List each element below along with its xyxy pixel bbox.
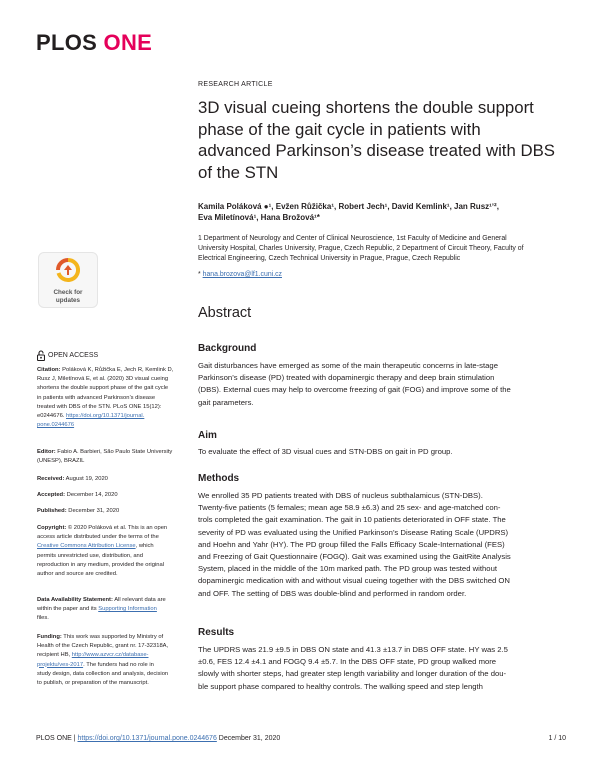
methods-text: We enrolled 35 PD patients treated with DBS of nucleus subthalamicus (STN-DBS). Twenty-five patients (5 females; mean age 58.9 ±6.3) and 25 sex- and age-matched con- trols completed the gait examination. The gait in 10 patients deteriorated in OFF state. The severity of PD was evaluated using the Unified Parkinson’s Disease Rating Scale (UPDRS) and Hoehn and Yahr (HY). The PD group filled the Falls Efficacy Scale-International (FES) and Freezing of Gait Questionnaire (FOGQ). Gait was examined using the GaitRite Analysis System, placed in the middle of the 10m marked path. The PD group was tested without dopaminergic medication with and without visual cueing together with the DBS switched ON and OFF. The setting of DBS was double-blind and performed in random order. bbox=[198, 491, 511, 598]
copyright-block: Copyright: © 2020 Poláková et al. This is an open access article distributed under the terms of the Creative Commons Attribution License, which permits unrestricted use, distribution, and reproduction in any medium, provided the original author and source are credited. bbox=[37, 525, 168, 578]
aim-text: To evaluate the effect of 3D visual cues and STN-DBS on gait in PD group. bbox=[198, 447, 453, 456]
results-heading: Results bbox=[198, 627, 235, 638]
citation-block: Citation: Poláková K, Růžička E, Jech R, Kemlink D, Rusz J, Miletínová E, et al. (2020) 3D visual cueing shortens the double support phase of the gait cycle in patients with advanced Parkinson’s disease treated with DBS of the STN. PLoS ONE 15(12): e0244676. https://doi.org/10.1371/journal. pone.0244676 bbox=[37, 366, 177, 430]
check-for-updates-icon bbox=[55, 257, 81, 283]
open-access-lock-icon bbox=[37, 350, 45, 361]
citation-doi-link[interactable]: https://doi.org/10.1371/journal. bbox=[66, 413, 145, 420]
article-type: RESEARCH ARTICLE bbox=[198, 81, 273, 88]
email-link[interactable]: hana.brozova@lf1.cuni.cz bbox=[202, 271, 282, 278]
background-heading: Background bbox=[198, 343, 257, 354]
author-list bbox=[198, 201, 568, 223]
published-date: Published: December 31, 2020 bbox=[37, 508, 120, 514]
funding-link-cont[interactable]: projektu/ves-2017 bbox=[37, 661, 84, 668]
article-title: 3D visual cueing shortens the double support phase of the gait cycle in patients with advanced Parkinson’s disease treated with DBS of the STN bbox=[198, 98, 555, 182]
methods-heading: Methods bbox=[198, 473, 240, 484]
corresponding-email: * hana.brozova@lf1.cuni.cz bbox=[198, 271, 282, 278]
affiliations bbox=[198, 234, 578, 265]
affiliation-line: University Hospital, Charles University, Prague, Czech Republic, 2 Department of Circuit Theory, Faculty of bbox=[198, 245, 524, 253]
page-footer: PLOS ONE | https://doi.org/10.1371/journal.pone.0244676 December 31, 2020 1 / 10 bbox=[36, 735, 566, 742]
background-text: Gait disturbances have emerged as some of the main therapeutic concerns in late-stage Parkinson’s disease (PD) treated with dopaminergic therapy and deep brain stimulation (DBS). External cues may help to overcome freezing of gait (FOG) and improve some of the gait parameters. bbox=[198, 361, 511, 407]
author-line: Eva Miletínová¹, Hana Brožová¹* bbox=[198, 213, 320, 222]
check-for-updates-badge[interactable]: Check for updates bbox=[38, 252, 98, 308]
footer-doi-link[interactable]: https://doi.org/10.1371/journal.pone.0244676 bbox=[77, 735, 217, 742]
aim-heading: Aim bbox=[198, 430, 217, 441]
funding-link[interactable]: http://www.azvcr.cz/database- bbox=[71, 652, 149, 659]
license-link[interactable]: Creative Commons Attribution License bbox=[37, 543, 136, 550]
data-availability-block: Data Availability Statement: All relevant data are within the paper and its Supporting Information files. bbox=[37, 597, 166, 622]
editor-block: Editor: Fabio A. Barbieri, São Paulo State University (UNESP), BRAZIL bbox=[37, 449, 173, 465]
affiliation-line: 1 Department of Neurology and Center of Clinical Neuroscience, 1st Faculty of Medicine and General bbox=[198, 235, 507, 242]
received-date: Received: August 19, 2020 bbox=[37, 476, 108, 482]
abstract-heading: Abstract bbox=[198, 305, 252, 321]
accepted-date: Accepted: December 14, 2020 bbox=[37, 492, 118, 498]
open-access-label: OPEN ACCESS bbox=[37, 350, 98, 361]
logo-plos: PLOS bbox=[36, 30, 98, 55]
logo-one: ONE bbox=[103, 30, 153, 55]
page-number: 1 / 10 bbox=[548, 735, 566, 742]
author-line: Kamila Poláková ●¹, Evžen Růžička¹, Robert Jech¹, David Kemlink¹, Jan Rusz¹ʼ², bbox=[198, 202, 499, 211]
supporting-info-link[interactable]: Supporting Information bbox=[98, 606, 157, 613]
affiliation-line: Electrical Engineering, Czech Technical University in Prague, Prague, Czech Republic bbox=[198, 255, 461, 263]
journal-logo[interactable] bbox=[36, 30, 152, 56]
results-text: The UPDRS was 21.9 ±9.5 in DBS ON state and 41.3 ±13.7 in DBS OFF state. HY was 2.5 ±0.6, FES 12.4 ±4.1 and FOGQ 9.4 ±5.7. In the DBS OFF state, PD group walked more slowly with shorter steps, had greater step length variability and longer duration of the dou- ble support phase compared to healthy controls. The walking speed and step length bbox=[198, 645, 508, 691]
citation-doi-link-cont[interactable]: pone.0244676 bbox=[37, 422, 75, 429]
funding-block: Funding: This work was supported by Ministry of Health of the Czech Republic, grant nr. 17-32318A, recipient HB, http://www.azvcr.cz/database- projektu/ves-2017. The funders had no role in study design, data collection and analysis, decision to publish, or preparation of the manuscript. bbox=[37, 634, 169, 687]
